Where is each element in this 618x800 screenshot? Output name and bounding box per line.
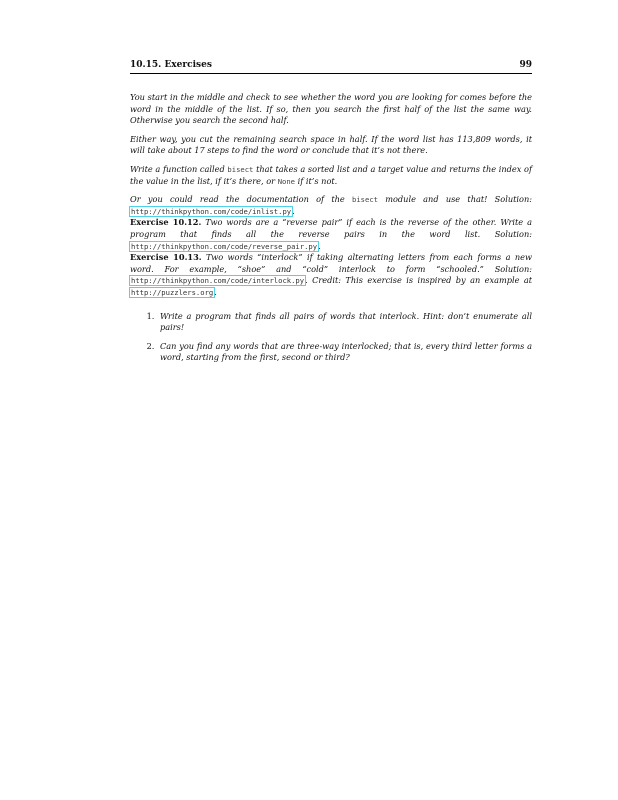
list-item: 1. Write a program that finds all pairs of words that interlock. Hint: don’t enumerate all pairs! [157, 311, 532, 334]
paragraph-bisect-docs [130, 194, 532, 217]
text-run: module and use that! Solution: [377, 194, 532, 205]
text-run: . [318, 240, 321, 251]
text-run: . [292, 205, 295, 216]
link-interlock[interactable]: http://thinkpython.com/code/interlock.py [131, 276, 305, 286]
text-run: if it’s not. [295, 175, 338, 186]
exercise-10-12 [130, 217, 532, 252]
link-puzzlers[interactable]: http://puzzlers.org [131, 287, 214, 297]
paragraph-bisect-task [130, 164, 532, 187]
list-item: 2. Can you find any words that are three-way interlocked; that is, every third letter forms a word, starting from the first, second or third? [157, 341, 532, 364]
link-inlist[interactable]: http://thinkpython.com/code/inlist.py [131, 206, 292, 216]
page-number: 99 [519, 60, 532, 70]
text-run: Two words are a “reverse pair” if each is the reverse of the other. Write a program that finds all the reverse pairs in the word list. Solution: [130, 217, 532, 239]
code-bisect-module: bisect [352, 195, 378, 205]
link-reverse-pair[interactable]: http://thinkpython.com/code/reverse_pair.py [131, 241, 318, 251]
exercise-label: Exercise 10.13. [130, 252, 202, 263]
text-run: Write a function called [130, 163, 228, 174]
code-none: None [277, 176, 295, 186]
paragraph-binary-search: You start in the middle and check to see whether the word you are looking for comes before the word in the middle of the list. If so, then you search the first half of the list the same way. Otherwise you search the second half. [130, 92, 532, 126]
exercise-label: Exercise 10.12. [130, 217, 202, 228]
text-run: Two words “interlock” if taking alternating letters from each forms a new word. For example, “shoe” and “cold” interlock to form “schooled.” Solution: [130, 252, 532, 274]
paragraph-search-steps: Either way, you cut the remaining search space in half. If the word list has 113,809 words, it will take about 17 steps to find the word or conclude that it’s not there. [130, 133, 532, 156]
text-run: Or you could read the documentation of the [130, 194, 353, 205]
text-run: . Credit: This exercise is inspired by an example at [305, 275, 532, 286]
code-bisect: bisect [227, 164, 254, 174]
text-run: that takes a sorted list and a target value and returns the index of the value in the list, if it’s there, or [130, 163, 533, 186]
text-run: . [214, 286, 217, 297]
section-title: 10.15. Exercises [130, 60, 212, 70]
running-header [130, 60, 532, 74]
exercise-list [130, 311, 532, 364]
exercise-10-13 [130, 252, 532, 298]
page [130, 60, 532, 371]
